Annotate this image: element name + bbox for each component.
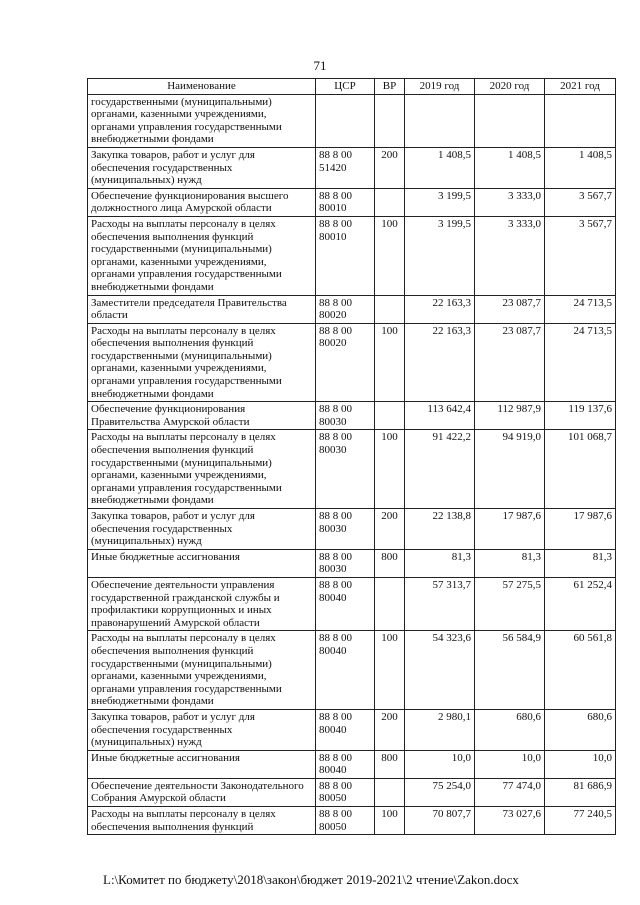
header-2021: 2021 год — [545, 79, 616, 95]
table-row — [88, 631, 616, 710]
cell-2020: 1 408,5 — [475, 147, 545, 188]
cell-csr: 88 8 00 80040 — [316, 631, 375, 710]
cell-2020: 17 987,6 — [475, 509, 545, 550]
table-row — [88, 94, 616, 147]
cell-2020: 56 584,9 — [475, 631, 545, 710]
cell-csr: 88 8 00 80030 — [316, 430, 375, 509]
cell-vr — [375, 94, 405, 147]
cell-name: государственными (муниципальными) органами, казенными учреждениями, органами управления государственными внебюджетными фондами — [88, 94, 316, 147]
cell-2021: 60 561,8 — [545, 631, 616, 710]
cell-vr: 800 — [375, 750, 405, 778]
cell-name: Закупка товаров, работ и услуг для обеспечения государственных (муниципальных) нужд — [88, 709, 316, 750]
table-row — [88, 216, 616, 295]
cell-2021: 24 713,5 — [545, 295, 616, 323]
cell-csr: 88 8 00 80040 — [316, 709, 375, 750]
cell-vr: 200 — [375, 709, 405, 750]
table-row — [88, 509, 616, 550]
cell-2019: 91 422,2 — [405, 430, 475, 509]
cell-name: Обеспечение деятельности Законодательного Собрания Амурской области — [88, 778, 316, 806]
cell-vr: 200 — [375, 509, 405, 550]
cell-vr: 100 — [375, 631, 405, 710]
cell-name: Расходы на выплаты персоналу в целях обеспечения выполнения функций государственными (муниципальными) органами, казенными учреждениями, органами управления государственными внебюджетными фондами — [88, 216, 316, 295]
cell-2019: 22 163,3 — [405, 323, 475, 402]
header-2019: 2019 год — [405, 79, 475, 95]
cell-2020: 112 987,9 — [475, 402, 545, 430]
cell-2020: 23 087,7 — [475, 295, 545, 323]
cell-2020: 57 275,5 — [475, 577, 545, 630]
cell-2019: 22 138,8 — [405, 509, 475, 550]
cell-2019: 54 323,6 — [405, 631, 475, 710]
cell-2019: 75 254,0 — [405, 778, 475, 806]
cell-2021: 101 068,7 — [545, 430, 616, 509]
cell-2019: 81,3 — [405, 549, 475, 577]
header-name: Наименование — [88, 79, 316, 95]
table-row — [88, 295, 616, 323]
table-row — [88, 147, 616, 188]
cell-csr: 88 8 00 80020 — [316, 295, 375, 323]
cell-vr: 200 — [375, 147, 405, 188]
header-csr: ЦСР — [316, 79, 375, 95]
cell-2019 — [405, 94, 475, 147]
cell-name: Расходы на выплаты персоналу в целях обеспечения выполнения функций государственными (муниципальными) органами, казенными учреждениями, органами управления государственными внебюджетными фондами — [88, 430, 316, 509]
cell-vr: 800 — [375, 549, 405, 577]
cell-2020: 77 474,0 — [475, 778, 545, 806]
cell-2021: 680,6 — [545, 709, 616, 750]
cell-2019: 1 408,5 — [405, 147, 475, 188]
cell-vr — [375, 577, 405, 630]
cell-vr — [375, 402, 405, 430]
cell-2019: 2 980,1 — [405, 709, 475, 750]
cell-name: Расходы на выплаты персоналу в целях обеспечения выполнения функций — [88, 807, 316, 835]
cell-2019: 70 807,7 — [405, 807, 475, 835]
cell-2019: 10,0 — [405, 750, 475, 778]
cell-2019: 3 199,5 — [405, 188, 475, 216]
table-row — [88, 807, 616, 835]
cell-csr — [316, 94, 375, 147]
cell-2021: 17 987,6 — [545, 509, 616, 550]
cell-name: Обеспечение функционирования высшего должностного лица Амурской области — [88, 188, 316, 216]
cell-name: Обеспечение деятельности управления государственной гражданской службы и профилактики коррупционных и иных правонарушений Амурской области — [88, 577, 316, 630]
cell-2021: 81,3 — [545, 549, 616, 577]
cell-2020: 680,6 — [475, 709, 545, 750]
cell-2021: 81 686,9 — [545, 778, 616, 806]
cell-2021: 24 713,5 — [545, 323, 616, 402]
cell-2019: 3 199,5 — [405, 216, 475, 295]
cell-2020: 3 333,0 — [475, 188, 545, 216]
cell-name: Закупка товаров, работ и услуг для обеспечения государственных (муниципальных) нужд — [88, 147, 316, 188]
cell-2021 — [545, 94, 616, 147]
cell-2021: 77 240,5 — [545, 807, 616, 835]
cell-2019: 57 313,7 — [405, 577, 475, 630]
cell-csr: 88 8 00 80050 — [316, 807, 375, 835]
cell-csr: 88 8 00 80040 — [316, 750, 375, 778]
cell-name: Иные бюджетные ассигнования — [88, 549, 316, 577]
cell-csr: 88 8 00 80030 — [316, 509, 375, 550]
header-2020: 2020 год — [475, 79, 545, 95]
cell-csr: 88 8 00 80030 — [316, 549, 375, 577]
cell-vr: 100 — [375, 430, 405, 509]
cell-2021: 1 408,5 — [545, 147, 616, 188]
cell-2020: 23 087,7 — [475, 323, 545, 402]
table-header-row — [88, 79, 616, 95]
budget-table — [87, 78, 616, 835]
table-row — [88, 709, 616, 750]
header-vr: ВР — [375, 79, 405, 95]
table-row — [88, 430, 616, 509]
cell-csr: 88 8 00 80050 — [316, 778, 375, 806]
cell-vr: 100 — [375, 323, 405, 402]
cell-2020: 81,3 — [475, 549, 545, 577]
cell-name: Расходы на выплаты персоналу в целях обеспечения выполнения функций государственными (муниципальными) органами, казенными учреждениями, органами управления государственными внебюджетными фондами — [88, 323, 316, 402]
cell-2020: 94 919,0 — [475, 430, 545, 509]
cell-2020 — [475, 94, 545, 147]
cell-2019: 113 642,4 — [405, 402, 475, 430]
cell-csr: 88 8 00 80020 — [316, 323, 375, 402]
cell-name: Обеспечение функционирования Правительства Амурской области — [88, 402, 316, 430]
cell-2021: 119 137,6 — [545, 402, 616, 430]
table-row — [88, 402, 616, 430]
cell-2021: 3 567,7 — [545, 216, 616, 295]
cell-csr: 88 8 00 80010 — [316, 216, 375, 295]
cell-name: Заместители председателя Правительства области — [88, 295, 316, 323]
table-row — [88, 778, 616, 806]
cell-2020: 3 333,0 — [475, 216, 545, 295]
cell-2020: 10,0 — [475, 750, 545, 778]
cell-2021: 61 252,4 — [545, 577, 616, 630]
cell-csr: 88 8 00 51420 — [316, 147, 375, 188]
cell-2019: 22 163,3 — [405, 295, 475, 323]
table-row — [88, 577, 616, 630]
cell-csr: 88 8 00 80030 — [316, 402, 375, 430]
table-row — [88, 323, 616, 402]
cell-csr: 88 8 00 80010 — [316, 188, 375, 216]
table-row — [88, 750, 616, 778]
cell-csr: 88 8 00 80040 — [316, 577, 375, 630]
cell-name: Закупка товаров, работ и услуг для обеспечения государственных (муниципальных) нужд — [88, 509, 316, 550]
table-row — [88, 549, 616, 577]
cell-vr — [375, 778, 405, 806]
cell-2021: 10,0 — [545, 750, 616, 778]
cell-vr: 100 — [375, 807, 405, 835]
cell-2021: 3 567,7 — [545, 188, 616, 216]
cell-name: Расходы на выплаты персоналу в целях обеспечения выполнения функций государственными (муниципальными) органами, казенными учреждениями, органами управления государственными внебюджетными фондами — [88, 631, 316, 710]
cell-vr — [375, 188, 405, 216]
table-row — [88, 188, 616, 216]
cell-name: Иные бюджетные ассигнования — [88, 750, 316, 778]
page-number: 71 — [313, 58, 327, 73]
cell-vr: 100 — [375, 216, 405, 295]
file-path-footer: L:\Комитет по бюджету\2018\закон\бюджет 2019-2021\2 чтение\Zakon.docx — [103, 872, 519, 887]
cell-2020: 73 027,6 — [475, 807, 545, 835]
cell-vr — [375, 295, 405, 323]
